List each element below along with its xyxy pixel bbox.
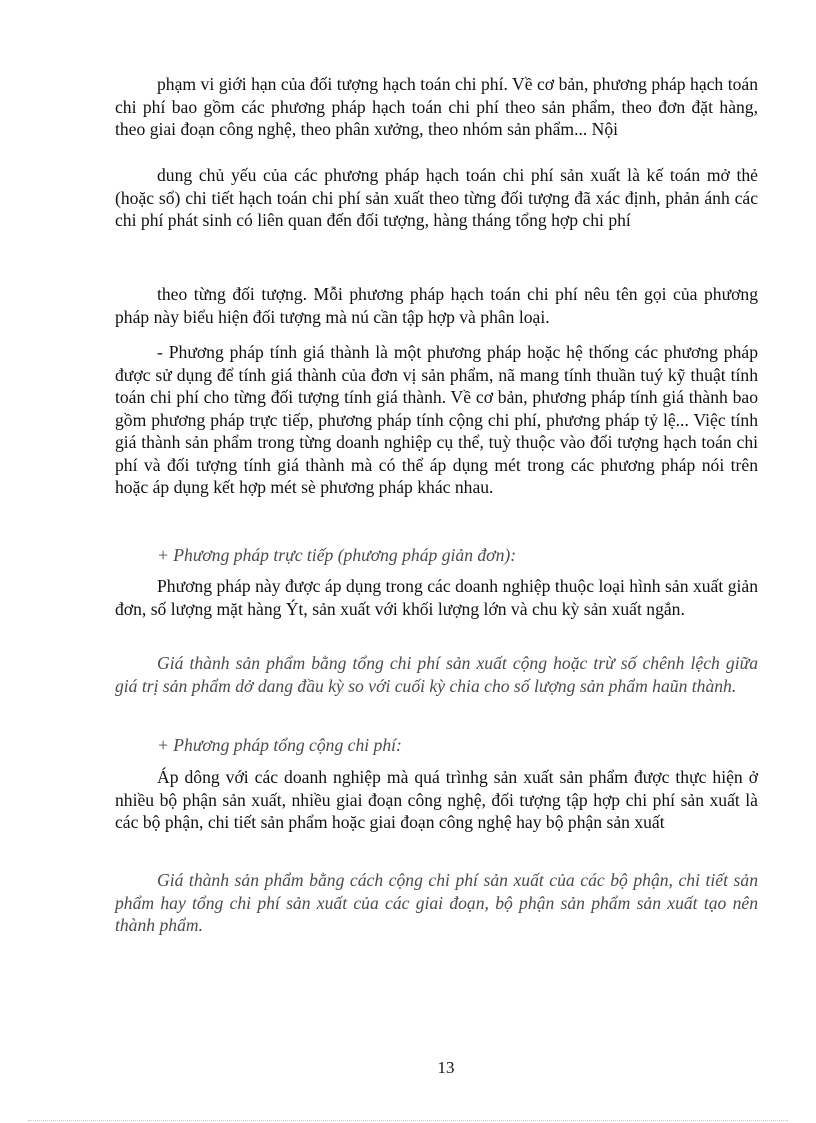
- paragraph-scope-costing-methods: phạm vi giới hạn của đối tượng hạch toán chi phí. Về cơ bản, phương pháp hạch toán chi phí bao gồm các phương pháp hạch toán chi phí theo sản phẩm, theo đơn đặt hàng, theo giai đoạn công nghệ, theo phân xưởng, theo nhóm sản phẩm... Nội: [115, 74, 758, 139]
- paragraph-direct-method: Phương pháp này được áp dụng trong các doanh nghiệp thuộc loại hình sản xuất giản đơn, số lượng mặt hàng Ýt, sản xuất với khối lượng lớn và chu kỳ sản xuất ngắn.: [115, 576, 758, 619]
- paragraph-summation-method: Áp dông với các doanh nghiệp mà quá trìnhg sản xuất sản phẩm được thực hiện ở nhiều bộ phận sản xuất, nhiều giai đoạn công nghệ, đối tượng tập hợp chi phí sản xuất là các bộ phận, chi tiết sản phẩm hoặc giai đoạn công nghệ hay bộ phận sản xuất: [115, 767, 758, 832]
- heading-direct-method: + Phương pháp trực tiếp (phương pháp giản đơn):: [157, 545, 517, 565]
- paragraph-summation-method-formula: Giá thành sản phẩm bằng cách cộng chi phí sản xuất của các bộ phận, chi tiết sản phẩm hay tổng chi phí sản xuất của các giai đoạn, bộ phận sản phẩm sản xuất tạo nên thành phẩm.: [115, 870, 758, 935]
- heading-summation-method: + Phương pháp tổng cộng chi phí:: [157, 735, 402, 755]
- paragraph-costing-content: dung chủ yếu của các phương pháp hạch toán chi phí sản xuất là kế toán mở thẻ (hoặc sổ) chi tiết hạch toán chi phí sản xuất theo từng đối tượng đã xác định, phản ánh các chi phí phát sinh có liên quan đến đối tượng, hàng tháng tổng hợp chi phí: [115, 165, 758, 230]
- page-number: 13: [437, 1058, 455, 1077]
- footer-divider: [28, 1120, 788, 1121]
- paragraph-by-object: theo từng đối tượng. Mỗi phương pháp hạch toán chi phí nêu tên gọi của phương pháp này biểu hiện đối tượng mà nú cần tập hợp và phân loại.: [115, 284, 758, 327]
- paragraph-direct-method-formula: Giá thành sản phẩm bằng tổng chi phí sản xuất cộng hoặc trừ số chênh lệch giữa giá trị sản phẩm dở dang đầu kỳ so với cuối kỳ chia cho số lượng sản phẩm haũn thành.: [115, 653, 758, 696]
- paragraph-pricing-methods: - Phương pháp tính giá thành là một phương pháp hoặc hệ thống các phương pháp được sử dụng để tính giá thành của đơn vị sản phẩm, nã mang tính thuần tuý kỹ thuật tính toán chi phí cho từng đối tượng tính giá thành. Về cơ bản, phương pháp tính giá thành bao gồm phương pháp trực tiếp, phương pháp tính cộng chi phí, phương pháp tỷ lệ... Việc tính giá thành sản phẩm trong từng doanh nghiệp cụ thể, tuỳ thuộc vào đối tượng hạch toán chi phí và đối tượng tính giá thành mà có thể áp dụng mét trong các phương pháp nói trên hoặc áp dụng kết hợp mét sè phương pháp khác nhau.: [115, 342, 758, 497]
